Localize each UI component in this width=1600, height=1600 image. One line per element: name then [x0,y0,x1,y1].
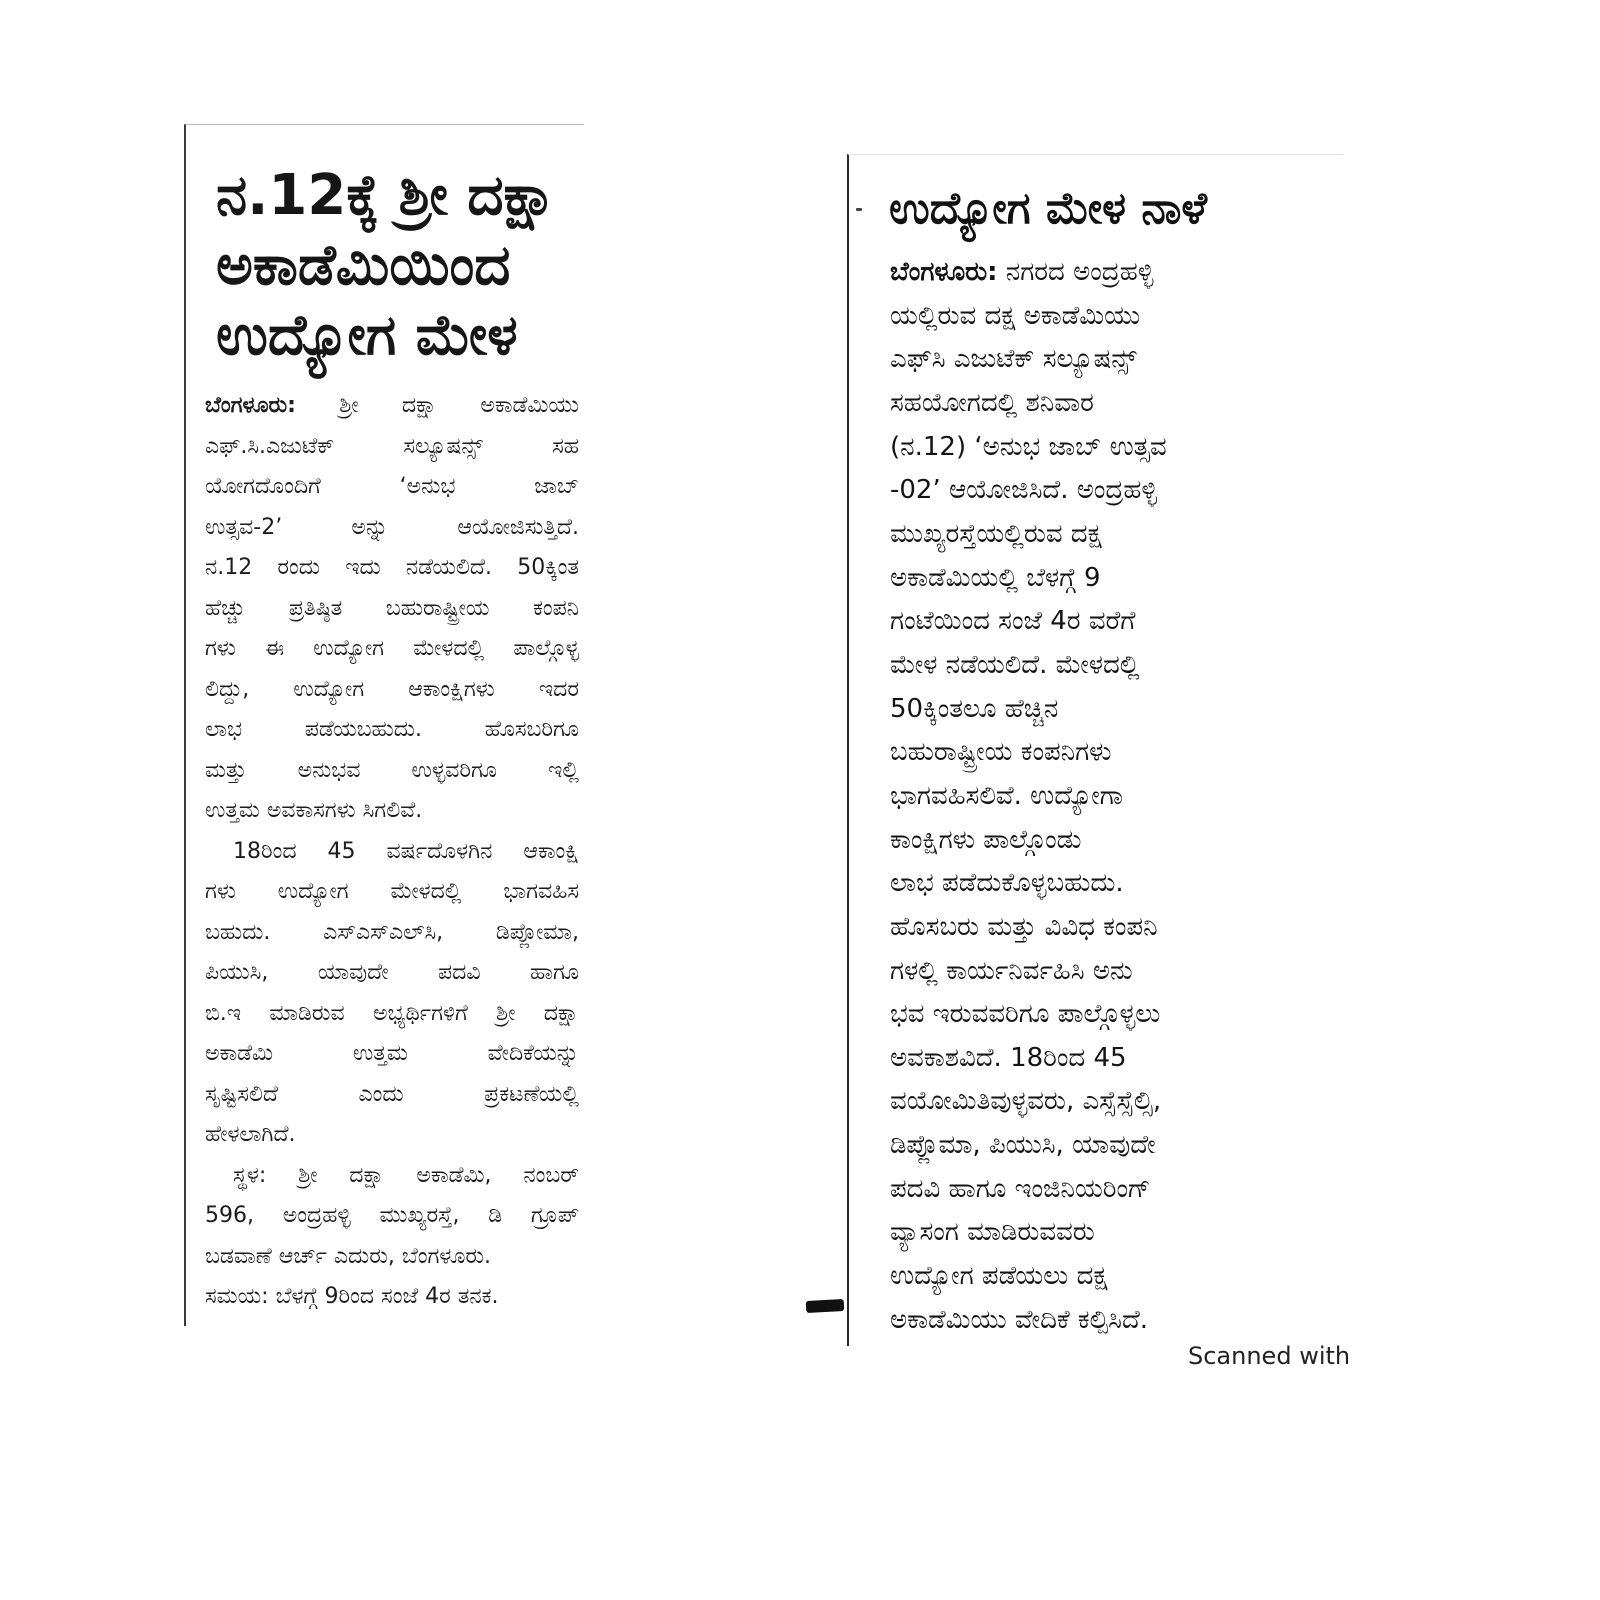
article-line: ನ.12 ರಂದು ಇದು ನಡೆಯಲಿದೆ. 50ಕ್ಕಿಂತ [205,555,579,580]
left-article-headline [216,161,557,371]
dateline: ಬೆಂಗಳೂರು: [890,257,998,287]
article-paragraph [205,386,579,832]
article-line: ಯಲ್ಲಿರುವ ದಕ್ಷ ಅಕಾಡೆಮಿಯು [890,300,1141,331]
venue-line: 596, ಅಂದ್ರಹಳ್ಳಿ ಮುಖ್ಯರಸ್ತೆ, ಡಿ ಗ್ರೂಪ್ [205,1203,579,1228]
article-line: ಬಿ.ಇ ಮಾಡಿರುವ ಅಭ್ಯರ್ಥಿಗಳಿಗೆ ಶ್ರೀ ದಕ್ಷಾ [205,1000,579,1026]
article-line: ಹೆಚ್ಚು ಪ್ರತಿಷ್ಠಿತ ಬಹುರಾಷ್ಟ್ರೀಯ ಕಂಪನಿ [205,595,579,621]
right-article-body [890,251,1310,1342]
headline-line: ಅಕಾಡೆಮಿಯಿಂದ [216,233,511,298]
article-line: ಸಹಯೋಗದಲ್ಲಿ ಶನಿವಾರ [890,387,1094,418]
headline-line: ಉದ್ಯೋಗ ಮೇಳ [216,303,518,368]
article-line: ಎಫ್.ಸಿ.ಎಜುಟೆಕ್ ಸಲ್ಯೂಷನ್ಸ್ ಸಹ [205,433,579,459]
article-line: ಲಾಭ ಪಡೆದುಕೊಳ್ಳಬಹುದು. [890,868,1124,899]
article-line: ಉತ್ಸವ-2’ ಅನ್ನು ಆಯೋಜಿಸುತ್ತಿದೆ. [205,514,579,540]
article-line: (ನ.12) ‘ಅನುಭ ಜಾಬ್ ಉತ್ಸವ [890,431,1167,462]
article-line: ಪದವಿ ಹಾಗೂ ಇಂಜಿನಿಯರಿಂಗ್ [890,1173,1151,1204]
venue-line: ಬಡವಾಣೆ ಆರ್ಚ್ ಎದುರು, ಬೆಂಗಳೂರು. [205,1243,491,1269]
article-line: ಎಫ್‌ಸಿ ಎಜುಟೆಕ್ ಸಲ್ಯೂಷನ್ಸ್ [890,344,1137,375]
article-line: 50ಕ್ಕಿಂತಲೂ ಹೆಚ್ಚಿನ [890,693,1059,724]
article-line: ಅಕಾಡೆಮಿಯಲ್ಲಿ ಬೆಳಗ್ಗೆ 9 [890,562,1101,593]
article-line: ಲಿದ್ದು, ಉದ್ಯೋಗ ಆಕಾಂಕ್ಷಿಗಳು ಇದರ [205,676,579,702]
article-line: ಗಳು ಈ ಉದ್ಯೋಗ ಮೇಳದಲ್ಲಿ ಪಾಲ್ಗೊಳ್ಳ [205,636,579,661]
scan-mark [806,1299,845,1313]
article-line: ಯೋಗದೊಂದಿಗೆ ‘ಅನುಭ ಜಾಬ್ [205,474,579,499]
article-line: ವ್ಯಾಸಂಗ ಮಾಡಿರುವವರು [890,1217,1095,1248]
article-paragraph [205,832,579,1156]
scan-speck [856,208,862,211]
article-line-text: ನಗರದ ಅಂದ್ರಹಳ್ಳಿ [1005,257,1154,287]
right-article [847,154,1343,1346]
article-line: -02’ ಆಯೋಜಿಸಿದೆ. ಅಂದ್ರಹಳ್ಳಿ [890,475,1158,506]
article-line: ಹೇಳಲಾಗಿದೆ. [205,1122,296,1147]
article-line: ಗಳಲ್ಲಿ ಕಾರ್ಯನಿರ್ವಹಿಸಿ ಅನು [890,955,1133,986]
article-line: ಅವಕಾಶವಿದೆ. 18ರಿಂದ 45 [890,1042,1127,1073]
article-line [890,251,1310,295]
article-line: ಉದ್ಯೋಗ ಪಡೆಯಲು ದಕ್ಷ [890,1261,1108,1292]
time-line: ಸಮಯ: ಬೆಳಗ್ಗೆ 9ರಿಂದ ಸಂಜೆ 4ರ ತನಕ. [205,1284,499,1309]
article-line: ಕಾಂಕ್ಷಿಗಳು ಪಾಲ್ಗೊಂಡು [890,824,1082,855]
article-line: ಅಕಾಡೆಮಿ ಉತ್ತಮ ವೇದಿಕೆಯನ್ನು [205,1041,579,1066]
article-line: 18ರಿಂದ 45 ವರ್ಷದೊಳಗಿನ ಆಕಾಂಕ್ಷಿ [233,838,579,864]
venue-line: ಸ್ಥಳ: ಶ್ರೀ ದಕ್ಷಾ ಅಕಾಡೆಮಿ, ನಂಬರ್ [233,1162,579,1188]
article-line [205,386,579,427]
left-article [184,124,584,1326]
article-line: ಡಿಪ್ಲೊಮಾ, ಪಿಯುಸಿ, ಯಾವುದೇ [890,1130,1156,1161]
article-line: ಮುಖ್ಯರಸ್ತೆಯಲ್ಲಿರುವ ದಕ್ಷ [890,518,1102,549]
article-line: ಲಾಭ ಪಡೆಯಬಹುದು. ಹೊಸಬರಿಗೂ [205,717,579,742]
article-line: ಭಾಗವಹಿಸಲಿವೆ. ಉದ್ಯೋಗಾ [890,780,1124,811]
article-line: ಹೊಸಬರು ಮತ್ತು ವಿವಿಧ ಕಂಪನಿ [890,911,1158,942]
left-article-body [205,386,579,1318]
article-line: ವಯೋಮಿತಿವುಳ್ಳವರು, ಎಸ್ಸೆಸ್ಸೆಲ್ಸಿ, [890,1086,1162,1117]
article-line: ಉತ್ತಮ ಅವಕಾಸಗಳು ಸಿಗಲಿವೆ. [205,798,423,823]
scanner-watermark: Scanned with [1188,1342,1351,1370]
article-line: ಬಹುದು. ಎಸ್‌ಎಸ್‌ಎಲ್‌ಸಿ, ಡಿಪ್ಲೋಮಾ, [205,919,579,945]
article-line: ಗಂಟೆಯಿಂದ ಸಂಜೆ 4ರ ವರೆಗೆ [890,606,1136,637]
article-paragraph [205,1156,579,1318]
article-line: ಗಳು ಉದ್ಯೋಗ ಮೇಳದಲ್ಲಿ ಭಾಗವಹಿಸ [205,879,579,904]
dateline: ಬೆಂಗಳೂರು: [205,393,296,418]
article-line: ಪಿಯುಸಿ, ಯಾವುದೇ ಪದವಿ ಹಾಗೂ [205,960,579,985]
article-line: ಅಕಾಡೆಮಿಯು ವೇದಿಕೆ ಕಲ್ಪಿಸಿದೆ. [890,1304,1149,1335]
headline-line: ನ.12ಕ್ಕೆ ಶ್ರೀ ದಕ್ಷಾ [216,163,558,228]
article-line: ಭವ ಇರುವವರಿಗೂ ಪಾಲ್ಗೊಳ್ಳಲು [890,999,1161,1030]
article-line: ಬಹುರಾಷ್ಟ್ರೀಯ ಕಂಪನಿಗಳು [890,737,1112,768]
article-line-text: ಶ್ರೀ ದಕ್ಷಾ ಅಕಾಡೆಮಿಯು [339,393,579,418]
article-line: ಸೃಷ್ಟಿಸಲಿದೆ ಎಂದು ಪ್ರಕಟಣೆಯಲ್ಲಿ [205,1081,579,1107]
article-line: ಮೇಳ ನಡೆಯಲಿದೆ. ಮೇಳದಲ್ಲಿ [890,649,1140,680]
article-line: ಮತ್ತು ಅನುಭವ ಉಳ್ಳವರಿಗೂ ಇಲ್ಲಿ [205,757,579,783]
right-article-headline: ಉದ್ಯೋಗ ಮೇಳ ನಾಳೆ [889,183,1208,234]
